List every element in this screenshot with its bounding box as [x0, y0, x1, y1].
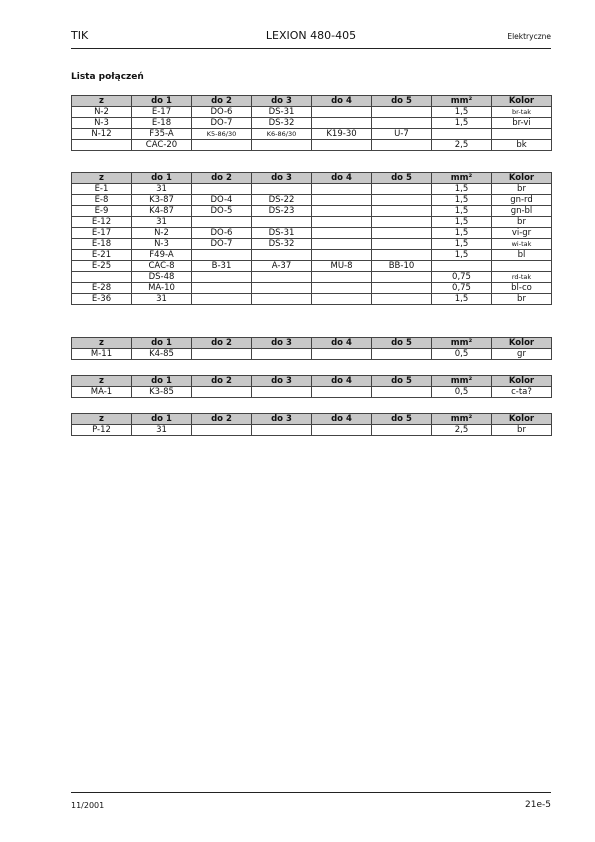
table-cell	[372, 239, 432, 250]
table-cell: DS-31	[252, 107, 312, 118]
table-cell: M-11	[72, 349, 132, 360]
footer-date: 11/2001	[71, 801, 105, 810]
table-header-row	[72, 96, 552, 107]
column-header: do 2	[192, 173, 252, 184]
column-header: do 5	[372, 173, 432, 184]
table-cell: P-12	[72, 425, 132, 436]
table-cell: 1,5	[432, 118, 492, 129]
table-cell	[252, 283, 312, 294]
column-header: do 5	[372, 414, 432, 425]
table-cell	[312, 250, 372, 261]
table-cell	[192, 140, 252, 151]
table-cell: 31	[132, 294, 192, 305]
table-cell: MA-10	[132, 283, 192, 294]
table-cell	[372, 283, 432, 294]
table-cell	[372, 195, 432, 206]
table-cell: DS-48	[132, 272, 192, 283]
column-header: do 5	[372, 96, 432, 107]
table-cell: N-3	[132, 239, 192, 250]
column-header: do 2	[192, 96, 252, 107]
table-cell	[192, 217, 252, 228]
section-title: Lista połączeń	[71, 72, 144, 82]
table-cell: CAC-20	[132, 140, 192, 151]
column-header: mm²	[432, 414, 492, 425]
table-cell: E-18	[72, 239, 132, 250]
table-cell: K3-87	[132, 195, 192, 206]
table-header-row	[72, 338, 552, 349]
table-cell	[372, 107, 432, 118]
header-title: LEXION 480-405	[265, 29, 357, 42]
table-cell: A-37	[252, 261, 312, 272]
footer-page-number: 21e-5	[525, 800, 551, 810]
table-cell: c-ta?	[492, 387, 552, 398]
table-cell: DO-4	[192, 195, 252, 206]
column-header: Kolor	[492, 96, 552, 107]
table-cell: 1,5	[432, 239, 492, 250]
table-cell	[312, 294, 372, 305]
table-cell	[312, 118, 372, 129]
table-cell	[192, 425, 252, 436]
table-cell	[372, 206, 432, 217]
table-cell: E-18	[132, 118, 192, 129]
table-row	[72, 195, 552, 206]
column-header: do 4	[312, 376, 372, 387]
column-header: do 5	[372, 338, 432, 349]
table-cell: 1,5	[432, 294, 492, 305]
table-cell: K5-86/30	[192, 129, 252, 140]
table-cell: 0,75	[432, 283, 492, 294]
table-cell: gn-bl	[492, 206, 552, 217]
table-cell	[252, 294, 312, 305]
table-header-row	[72, 414, 552, 425]
table-cell: DO-7	[192, 239, 252, 250]
table-cell	[312, 387, 372, 398]
table-row	[72, 425, 552, 436]
table-row	[72, 140, 552, 151]
table-cell	[252, 387, 312, 398]
column-header: do 1	[132, 173, 192, 184]
table-cell	[252, 272, 312, 283]
table-cell: 1,5	[432, 206, 492, 217]
table-cell: 1,5	[432, 195, 492, 206]
table-cell	[192, 349, 252, 360]
table-cell: DS-32	[252, 239, 312, 250]
table-cell: E-28	[72, 283, 132, 294]
table-cell	[312, 228, 372, 239]
header-section: Elektryczne	[507, 32, 551, 41]
table-row	[72, 261, 552, 272]
table-cell: 1,5	[432, 184, 492, 195]
table-cell: gr	[492, 349, 552, 360]
table-cell	[372, 272, 432, 283]
table-cell: bk	[492, 140, 552, 151]
column-header: do 4	[312, 96, 372, 107]
table-cell: 31	[132, 217, 192, 228]
table-cell: N-2	[132, 228, 192, 239]
column-header: mm²	[432, 338, 492, 349]
table-cell	[312, 272, 372, 283]
table-cell: bl-co	[492, 283, 552, 294]
connection-table	[71, 172, 552, 305]
table-cell	[372, 250, 432, 261]
table-cell: br-vi	[492, 118, 552, 129]
table-cell: DO-6	[192, 228, 252, 239]
table-cell: E-9	[72, 206, 132, 217]
table-cell: K19-30	[312, 129, 372, 140]
column-header: do 3	[252, 414, 312, 425]
table-cell	[192, 387, 252, 398]
column-header: z	[72, 414, 132, 425]
table-cell: N-3	[72, 118, 132, 129]
table-cell: K3-85	[132, 387, 192, 398]
connection-table	[71, 337, 552, 360]
column-header: do 1	[132, 96, 192, 107]
table-cell: BB-10	[372, 261, 432, 272]
table-cell: N-2	[72, 107, 132, 118]
table-cell: br	[492, 294, 552, 305]
table-cell	[312, 217, 372, 228]
table-cell: br	[492, 425, 552, 436]
table-cell: vi-gr	[492, 228, 552, 239]
column-header: do 3	[252, 338, 312, 349]
column-header: do 4	[312, 338, 372, 349]
table-cell: DS-23	[252, 206, 312, 217]
table-cell: DS-32	[252, 118, 312, 129]
table-cell	[72, 272, 132, 283]
column-header: Kolor	[492, 338, 552, 349]
table-cell	[432, 129, 492, 140]
column-header: Kolor	[492, 376, 552, 387]
table-cell: E-21	[72, 250, 132, 261]
table-row	[72, 184, 552, 195]
page-footer	[71, 792, 551, 810]
connection-table	[71, 95, 552, 151]
table-cell	[312, 107, 372, 118]
table-row	[72, 239, 552, 250]
table-header-row	[72, 173, 552, 184]
table-row	[72, 118, 552, 129]
table-cell: DS-22	[252, 195, 312, 206]
table-cell	[252, 349, 312, 360]
table-cell: br	[492, 184, 552, 195]
table-cell: N-12	[72, 129, 132, 140]
table-cell: 31	[132, 425, 192, 436]
table-row	[72, 294, 552, 305]
column-header: mm²	[432, 173, 492, 184]
column-header: do 1	[132, 338, 192, 349]
column-header: do 4	[312, 414, 372, 425]
table-cell: 1,5	[432, 217, 492, 228]
table-cell: 0,5	[432, 387, 492, 398]
table-cell	[72, 140, 132, 151]
column-header: do 2	[192, 338, 252, 349]
table-cell: 0,5	[432, 349, 492, 360]
table-cell: F49-A	[132, 250, 192, 261]
table-cell	[192, 294, 252, 305]
table-cell: 0,75	[432, 272, 492, 283]
column-header: z	[72, 376, 132, 387]
table-row	[72, 349, 552, 360]
table-cell: 2,5	[432, 140, 492, 151]
table-cell	[192, 250, 252, 261]
column-header: do 2	[192, 376, 252, 387]
table-cell: E-12	[72, 217, 132, 228]
table-cell: K4-85	[132, 349, 192, 360]
table-row	[72, 206, 552, 217]
table-cell	[372, 184, 432, 195]
table-cell: B-31	[192, 261, 252, 272]
column-header: do 3	[252, 376, 312, 387]
table-cell: 1,5	[432, 107, 492, 118]
column-header: z	[72, 173, 132, 184]
table-cell	[312, 206, 372, 217]
column-header: do 3	[252, 173, 312, 184]
column-header: do 1	[132, 414, 192, 425]
table-cell	[372, 425, 432, 436]
table-cell	[192, 272, 252, 283]
table-cell: CAC-8	[132, 261, 192, 272]
table-cell	[432, 261, 492, 272]
table-cell: MU-8	[312, 261, 372, 272]
column-header: do 2	[192, 414, 252, 425]
table-row	[72, 272, 552, 283]
table-cell: br-tak	[492, 107, 552, 118]
table-cell: rd-tak	[492, 272, 552, 283]
table-cell	[372, 349, 432, 360]
table-cell	[492, 129, 552, 140]
table-cell: bl	[492, 250, 552, 261]
table-cell: DS-31	[252, 228, 312, 239]
table-row	[72, 129, 552, 140]
connection-table	[71, 375, 552, 398]
connection-table	[71, 413, 552, 436]
table-cell	[372, 118, 432, 129]
table-cell	[312, 195, 372, 206]
table-cell: E-25	[72, 261, 132, 272]
table-cell: DO-7	[192, 118, 252, 129]
table-row	[72, 107, 552, 118]
table-row	[72, 387, 552, 398]
column-header: do 1	[132, 376, 192, 387]
column-header: z	[72, 96, 132, 107]
table-cell: 1,5	[432, 250, 492, 261]
table-cell: gn-rd	[492, 195, 552, 206]
column-header: mm²	[432, 96, 492, 107]
table-cell	[192, 184, 252, 195]
table-row	[72, 250, 552, 261]
table-cell	[372, 387, 432, 398]
table-cell	[492, 261, 552, 272]
table-header-row	[72, 376, 552, 387]
table-cell: E-17	[132, 107, 192, 118]
table-cell	[312, 425, 372, 436]
column-header: z	[72, 338, 132, 349]
table-cell	[252, 140, 312, 151]
table-row	[72, 217, 552, 228]
column-header: do 3	[252, 96, 312, 107]
table-cell: K4-87	[132, 206, 192, 217]
table-cell	[372, 217, 432, 228]
page-header	[71, 28, 551, 49]
table-row	[72, 228, 552, 239]
table-cell	[372, 140, 432, 151]
table-cell	[252, 184, 312, 195]
table-cell: 31	[132, 184, 192, 195]
table-row	[72, 283, 552, 294]
column-header: do 4	[312, 173, 372, 184]
table-cell	[372, 228, 432, 239]
table-cell	[252, 425, 312, 436]
column-header: Kolor	[492, 173, 552, 184]
table-cell: K6-86/30	[252, 129, 312, 140]
table-cell: F35-A	[132, 129, 192, 140]
table-cell: U-7	[372, 129, 432, 140]
table-cell	[312, 140, 372, 151]
table-cell: MA-1	[72, 387, 132, 398]
table-cell	[312, 283, 372, 294]
table-cell: DO-6	[192, 107, 252, 118]
table-cell: E-17	[72, 228, 132, 239]
table-cell: wi-tak	[492, 239, 552, 250]
table-cell	[192, 283, 252, 294]
table-cell: E-8	[72, 195, 132, 206]
table-cell: DO-5	[192, 206, 252, 217]
table-cell: E-36	[72, 294, 132, 305]
column-header: Kolor	[492, 414, 552, 425]
table-cell	[312, 184, 372, 195]
table-cell: 2,5	[432, 425, 492, 436]
header-left: TIK	[71, 29, 89, 42]
table-cell	[312, 239, 372, 250]
column-header: do 5	[372, 376, 432, 387]
table-cell: 1,5	[432, 228, 492, 239]
table-cell: br	[492, 217, 552, 228]
table-cell: E-1	[72, 184, 132, 195]
table-cell	[312, 349, 372, 360]
table-cell	[252, 217, 312, 228]
table-cell	[252, 250, 312, 261]
table-cell	[372, 294, 432, 305]
column-header: mm²	[432, 376, 492, 387]
